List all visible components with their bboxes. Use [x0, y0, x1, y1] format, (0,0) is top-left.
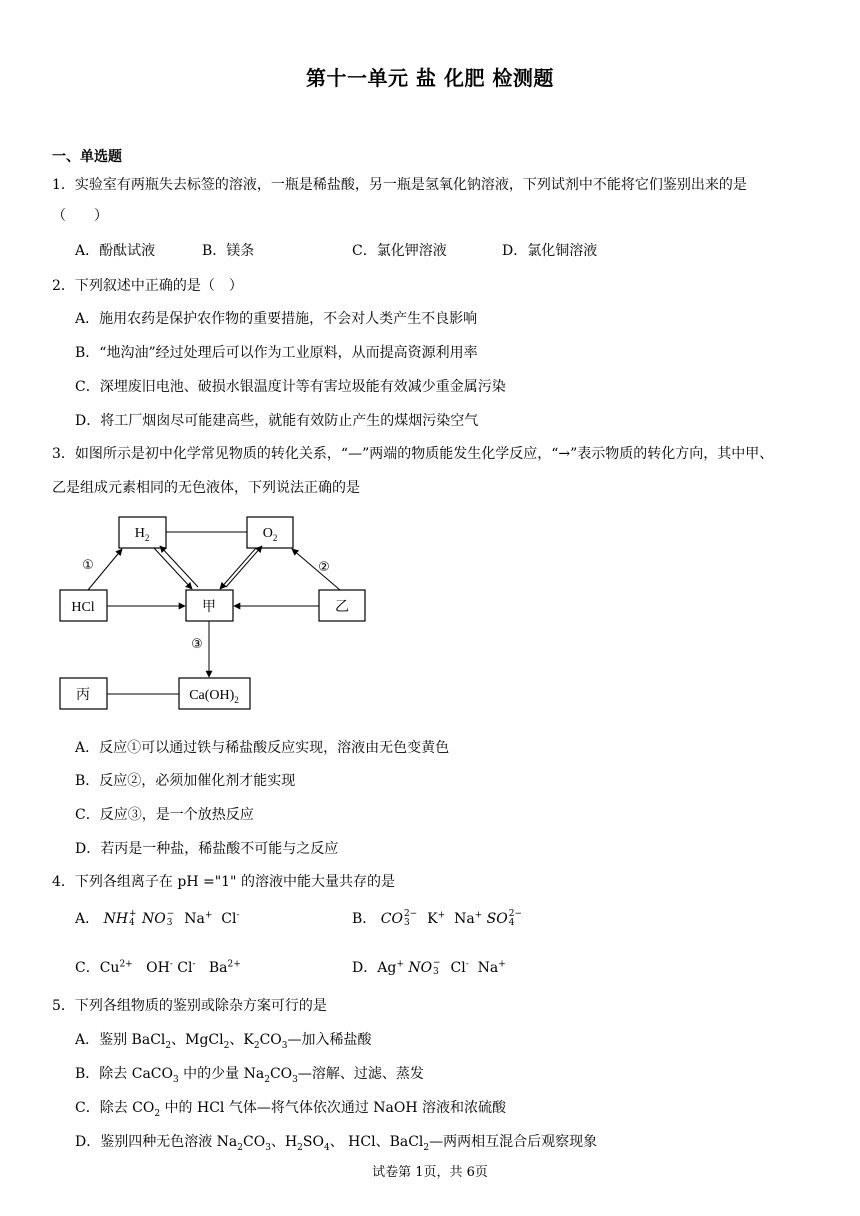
page-footer: 试卷第 1页，共 6页	[372, 1165, 488, 1180]
question-5-stem: 5．下列各组物质的鉴别或除杂方案可行的是	[52, 998, 327, 1014]
q5-option-b: B．除去 CaCO$_3$ 中的少量 $Na_2CO_3—$溶解、过滤、蒸发	[75, 1066, 424, 1085]
q5-option-d: D．鉴别四种无色溶液 $Na_2CO_3$、$H_2SO_4$、 HCl、BaCl$_2$—两两相互混合后观察现象	[75, 1134, 598, 1153]
question-1-stem: 1．实验室有两瓶失去标签的溶液，一瓶是稀盐酸，另一瓶是氢氧化钠溶液，下列试剂中不能将它们鉴别出来的是	[52, 177, 747, 193]
edge-o2-jia-b	[226, 546, 262, 587]
edge-h2-jia-b	[160, 546, 198, 587]
edge-o2-jia-a	[220, 548, 256, 589]
q5-option-c: C．除去 $CO_2$ 中的 HCl 气体—将气体依次通过 NaOH 溶液和浓硫酸	[75, 1100, 507, 1119]
section-heading: 一、单选题	[52, 149, 122, 165]
node-o2-label: $O_2$	[262, 526, 278, 543]
q4-option-c: C．$Cu^{2+}$ OH- Cl- $Ba^{2+}$	[75, 959, 241, 976]
q1-option-d: D．氯化铜溶液	[502, 243, 598, 259]
node-bing-label: 丙	[76, 687, 90, 703]
question-4-stem: 4．下列各组离子在 pH ="1" 的溶液中能大量共存的是	[52, 874, 395, 890]
question-1-stem-blank: （ ）	[52, 208, 108, 224]
q4-option-b: B． CO2− 3 K+ Na+ SO2− 4	[352, 909, 523, 928]
q3-option-a: A．反应①可以通过铁与稀盐酸反应实现，溶液由无色变黄色	[75, 740, 450, 756]
reaction-2-label: ②	[318, 560, 330, 575]
page-title: 第十一单元 盐 化肥 检测题	[306, 66, 554, 90]
node-h2-label: $H_2$	[134, 526, 150, 543]
reaction-3-label: ③	[191, 637, 203, 652]
reaction-1-label: ①	[82, 558, 94, 573]
q4-option-d: D．Ag+ NO− 3 Cl- Na+	[352, 958, 506, 977]
q3-option-d: D．若丙是一种盐，稀盐酸不可能与之反应	[75, 841, 339, 857]
edge-yi-o2	[292, 549, 340, 590]
question-3-stem: 3．如图所示是初中化学常见物质的转化关系，“—”两端的物质能发生化学反应，“→”表示物质的转化方向，其中甲、	[52, 446, 774, 462]
q2-option-a: A．施用农药是保护农作物的重要措施，不会对人类产生不良影响	[75, 311, 478, 327]
q3-option-b: B．反应②，必须加催化剂才能实现	[75, 773, 296, 789]
node-jia-label: 甲	[202, 599, 216, 615]
node-hcl-label: HCl	[71, 600, 95, 615]
q3-option-c: C．反应③，是一个放热反应	[75, 807, 254, 823]
q2-option-b: B．“地沟油”经过处理后可以作为工业原料，从而提高资源利用率	[75, 345, 478, 361]
q2-option-d: D．将工厂烟囱尽可能建高些，就能有效防止产生的煤烟污染空气	[75, 413, 479, 429]
question-3-stem-line2: 乙是组成元素相同的无色液体，下列说法正确的是	[52, 480, 360, 496]
node-caoh2-label: $Ca(OH)_2$	[189, 688, 239, 705]
node-yi-label: 乙	[335, 599, 349, 615]
q1-option-a: A．酚酞试液	[75, 243, 156, 259]
conversion-diagram	[52, 505, 392, 720]
q2-option-c: C．深埋废旧电池、破损水银温度计等有害垃圾能有效减少重金属污染	[75, 379, 506, 395]
q5-option-a: A．鉴别 BaCl$_2$、MgCl$_2$、$K_2CO_3—$加入稀盐酸	[75, 1032, 372, 1051]
question-2-stem: 2．下列叙述中正确的是（ ）	[52, 278, 243, 294]
q1-option-b: B．镁条	[202, 243, 255, 259]
q4-option-a: A． NH+ 4 NO− 3 Na+ Cl-	[75, 909, 240, 928]
edge-h2-jia-a	[154, 548, 192, 589]
q1-option-c: C．氯化钾溶液	[352, 243, 447, 259]
